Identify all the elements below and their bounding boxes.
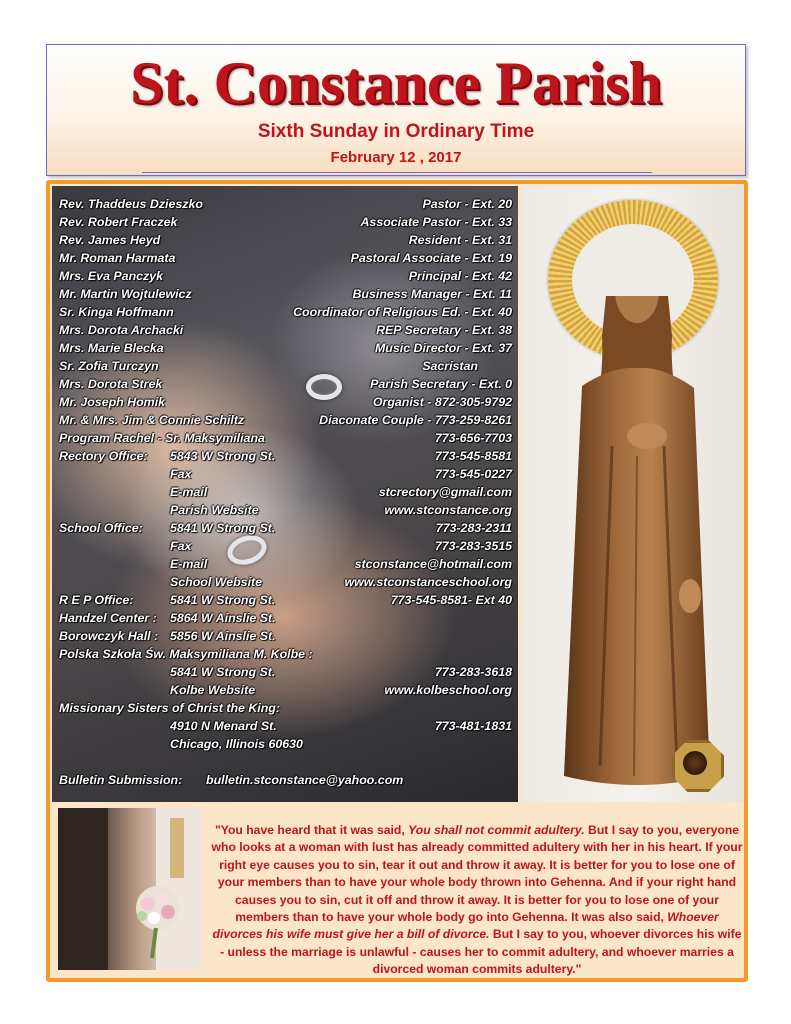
rectory-label: Rectory Office:	[59, 449, 148, 463]
rectory-address: 5843 W Strong St.	[170, 449, 276, 463]
staff-name: Mr. & Mrs. Jim & Connie Schiltz	[59, 413, 245, 427]
parish-website-link[interactable]: www.stconstance.org	[384, 503, 512, 517]
staff-name: Sr. Zofia Turczyn	[59, 359, 159, 373]
staff-row	[52, 359, 518, 377]
school-address: 5841 W Strong St.	[170, 521, 276, 535]
madonna-statue-image	[552, 296, 722, 796]
staff-role: Associate Pastor - Ext. 33	[360, 215, 512, 229]
rectory-fax-row	[52, 467, 518, 485]
wedding-couple-photo	[58, 808, 202, 970]
staff-list	[52, 186, 518, 802]
staff-name: Mr. Joseph Homik	[59, 395, 166, 409]
handzel-row	[52, 611, 518, 629]
rectory-phone: 773-545-8581	[434, 449, 512, 463]
header-divider	[142, 172, 652, 173]
school-phone: 773-283-2311	[435, 521, 512, 535]
rectory-row	[52, 449, 518, 467]
polska-row	[52, 647, 518, 665]
gospel-part-5: But I say to you, whoever divorces his wife - unless the marriage is unlawful - causes her to commit adultery, and whoever marries a divorced woman commits adultery."	[220, 927, 742, 977]
parish-title: St. Constance Parish	[130, 50, 662, 116]
staff-role: Music Director - Ext. 37	[374, 341, 512, 355]
bulletin-date: February 12 , 2017	[330, 149, 462, 166]
statue-photo	[522, 186, 744, 802]
staff-role: Organist - 872-305-9792	[372, 395, 512, 409]
parish-website-label: Parish Website	[170, 503, 259, 517]
rep-phone: 773-545-8581- Ext 40	[390, 593, 512, 607]
kolbe-website-row	[52, 683, 518, 701]
school-email-row	[52, 557, 518, 575]
rectory-email-label: E-mail	[170, 485, 208, 499]
school-website-row	[52, 575, 518, 593]
staff-row	[52, 377, 518, 395]
gospel-part-1: "You have heard that it was said,	[214, 823, 409, 837]
staff-directory-panel	[52, 186, 518, 802]
staff-role: Business Manager - Ext. 11	[352, 287, 512, 301]
bouquet-image	[58, 808, 202, 970]
gospel-part-3: But I say to you, everyone who looks at a woman with lust has already committed adultery with her in his heart. If your right eye causes you to sin, tear it out and throw it away. It is better for you to lose one of your members than to have your whole body thrown into Gehenna. And if your right hand causes you to sin, cut it off and throw it away. It is better for you to lose one of your members than to have your whole body go into Gehenna. It was also said,	[211, 823, 743, 925]
staff-name: Sr. Kinga Hoffmann	[59, 305, 174, 319]
staff-role: Pastor - Ext. 20	[422, 197, 512, 211]
handzel-label: Handzel Center :	[59, 611, 157, 625]
staff-role: Resident - Ext. 31	[408, 233, 512, 247]
school-fax-label: Fax	[170, 539, 192, 553]
gospel-quote	[210, 822, 744, 979]
staff-name: Mrs. Marie Blecka	[59, 341, 164, 355]
staff-name: Rev. Thaddeus Dzieszko	[59, 197, 203, 211]
staff-row	[52, 215, 518, 233]
staff-row	[52, 413, 518, 431]
school-fax-row	[52, 539, 518, 557]
kolbe-website-link[interactable]: www.kolbeschool.org	[384, 683, 512, 697]
gospel-emphasis-2: Whoever divorces his wife must give her a bill of divorce.	[212, 910, 719, 942]
sisters-city: Chicago, Illinois 60630	[170, 737, 303, 751]
staff-role: Pastoral Associate - Ext. 19	[350, 251, 512, 265]
rep-row	[52, 593, 518, 611]
rectory-fax-label: Fax	[170, 467, 192, 481]
staff-role: REP Secretary - Ext. 38	[376, 323, 512, 337]
school-label: School Office:	[59, 521, 143, 535]
rectory-email-row	[52, 485, 518, 503]
sisters-address-row	[52, 719, 518, 737]
staff-name: Rev. James Heyd	[59, 233, 161, 247]
school-row	[52, 521, 518, 539]
staff-name: Program Rachel - Sr. Maksymiliana	[59, 431, 265, 445]
sisters-phone: 773-481-1831	[434, 719, 512, 733]
staff-name: Rev. Robert Fraczek	[59, 215, 178, 229]
staff-row	[52, 251, 518, 269]
staff-role: Coordinator of Religious Ed. - Ext. 40	[293, 305, 512, 319]
rep-label: R E P Office:	[59, 593, 134, 607]
school-email-link[interactable]: stconstance@hotmail.com	[354, 557, 512, 571]
handzel-address: 5864 W Ainslie St.	[170, 611, 276, 625]
polska-address-row	[52, 665, 518, 683]
borowczyk-label: Borowczyk Hall :	[59, 629, 159, 643]
school-fax: 773-283-3515	[434, 539, 512, 553]
staff-row	[52, 431, 518, 449]
sisters-label: Missionary Sisters of Christ the King:	[59, 701, 281, 715]
bulletin-header	[46, 44, 746, 176]
liturgical-day: Sixth Sunday in Ordinary Time	[257, 121, 535, 142]
staff-row	[52, 287, 518, 305]
staff-row	[52, 395, 518, 413]
sisters-address: 4910 N Menard St.	[170, 719, 277, 733]
staff-role: Diaconate Couple - 773-259-8261	[319, 413, 512, 427]
staff-row	[52, 269, 518, 287]
school-website-label: School Website	[170, 575, 263, 589]
gospel-emphasis-1: You shall not commit adultery.	[408, 823, 585, 837]
polska-address: 5841 W Strong St.	[170, 665, 276, 679]
staff-role: Sacristan	[422, 359, 478, 373]
sisters-city-row	[52, 737, 518, 755]
bulletin-label: Bulletin Submission:	[59, 773, 183, 787]
staff-name: Mrs. Eva Panczyk	[59, 269, 164, 283]
staff-role: 773-656-7703	[434, 431, 512, 445]
medallion-center	[683, 751, 707, 775]
staff-row	[52, 197, 518, 215]
staff-name: Mrs. Dorota Archacki	[59, 323, 184, 337]
staff-row	[52, 341, 518, 359]
rep-address: 5841 W Strong St.	[170, 593, 276, 607]
staff-name: Mr. Martin Wojtulewicz	[59, 287, 192, 301]
staff-row	[52, 233, 518, 251]
staff-row	[52, 323, 518, 341]
school-email-label: E-mail	[170, 557, 208, 571]
staff-name: Mr. Roman Harmata	[59, 251, 176, 265]
staff-role: Parish Secretary - Ext. 0	[370, 377, 512, 391]
staff-name: Mrs. Dorota Strek	[59, 377, 163, 391]
rectory-fax: 773-545-0227	[434, 467, 512, 481]
borowczyk-row	[52, 629, 518, 647]
sisters-row	[52, 701, 518, 719]
school-website-link[interactable]: www.stconstanceschool.org	[344, 575, 512, 589]
bulletin-email-link[interactable]: bulletin.stconstance@yahoo.com	[206, 773, 404, 787]
staff-row	[52, 305, 518, 323]
rectory-email-link[interactable]: stcrectory@gmail.com	[378, 485, 512, 499]
bulletin-row	[52, 773, 518, 791]
staff-role: Principal - Ext. 42	[408, 269, 512, 283]
polska-label: Polska Szkoła Św. Maksymiliana M. Kolbe :	[59, 647, 313, 661]
polska-phone: 773-283-3618	[434, 665, 512, 679]
parish-website-row	[52, 503, 518, 521]
kolbe-website-label: Kolbe Website	[170, 683, 256, 697]
borowczyk-address: 5856 W Ainslie St.	[170, 629, 276, 643]
